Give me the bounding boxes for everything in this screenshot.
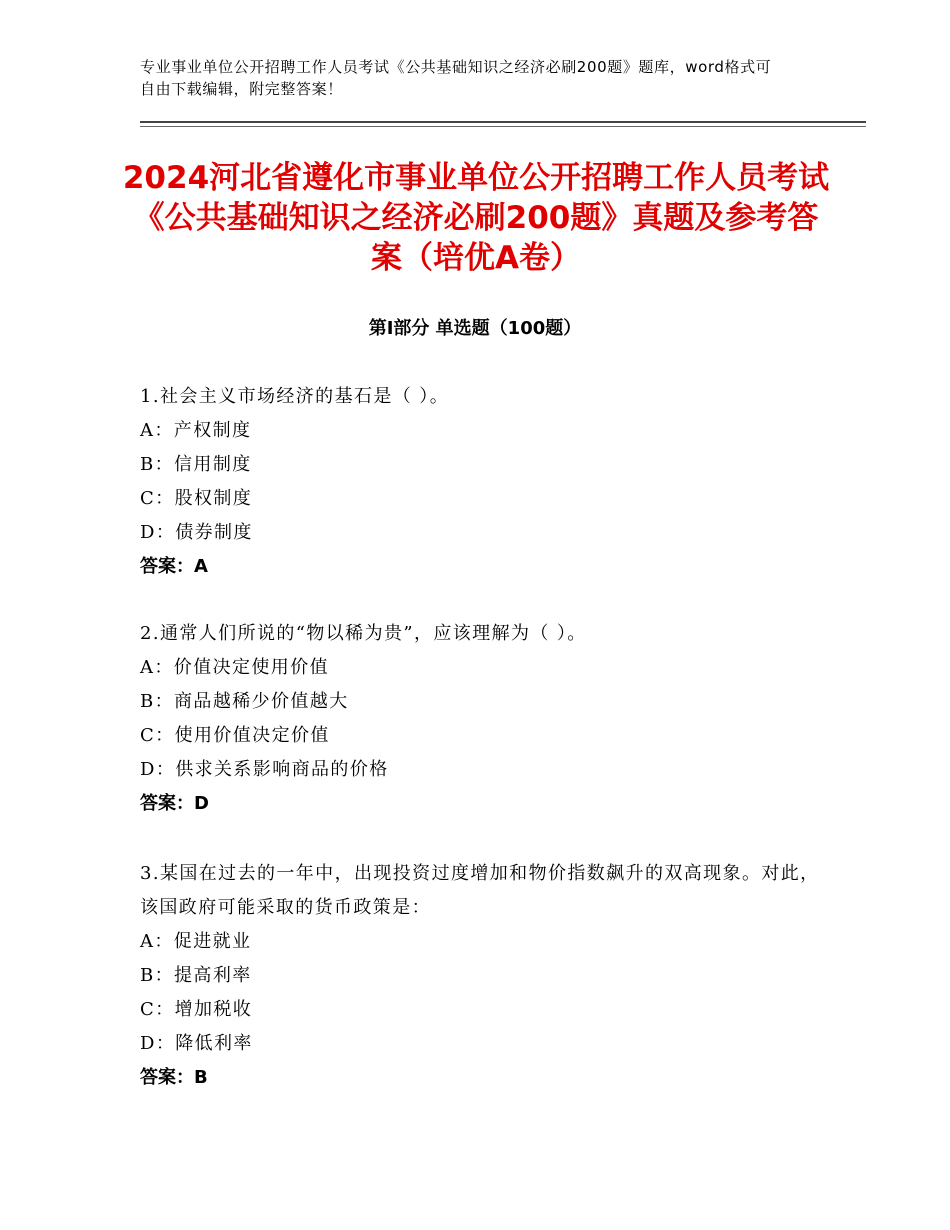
document-title: 2024河北省遵化市事业单位公开招聘工作人员考试《公共基础知识之经济必刷200题》真题及参考答案（培优A卷） bbox=[122, 160, 830, 276]
option-d: D：降低利率 bbox=[140, 1033, 253, 1054]
section-title: 第Ⅰ部分 单选题（100题） bbox=[368, 318, 582, 339]
question-stem: 2.通常人们所说的“物以稀为贵”，应该理解为（ ）。 bbox=[140, 623, 587, 644]
answer: 答案：A bbox=[140, 556, 208, 577]
option-b: B：商品越稀少价值越大 bbox=[140, 691, 349, 712]
question-stem: 3.某国在过去的一年中，出现投资过度增加和物价指数飙升的双高现象。对此，该国政府可能采取的货币政策是： bbox=[140, 863, 820, 918]
header-divider-thick bbox=[140, 121, 866, 123]
question-1 bbox=[140, 380, 820, 584]
option-c: C：增加税收 bbox=[140, 999, 253, 1020]
question-2 bbox=[140, 617, 820, 821]
answer: 答案：B bbox=[140, 1067, 208, 1088]
header-note: 专业事业单位公开招聘工作人员考试《公共基础知识之经济必刷200题》题库，word格式可自由下载编辑，附完整答案！ bbox=[140, 58, 772, 98]
option-a: A：价值决定使用价值 bbox=[140, 657, 329, 678]
option-d: D：供求关系影响商品的价格 bbox=[140, 759, 389, 780]
option-c: C：使用价值决定价值 bbox=[140, 725, 330, 746]
option-d: D：债券制度 bbox=[140, 522, 253, 543]
question-3 bbox=[140, 857, 820, 1095]
option-a: A：促进就业 bbox=[140, 931, 252, 952]
answer: 答案：D bbox=[140, 793, 209, 814]
question-stem: 1.社会主义市场经济的基石是（ ）。 bbox=[140, 386, 450, 407]
header-divider-thin bbox=[140, 126, 866, 127]
option-b: B：提高利率 bbox=[140, 965, 252, 986]
option-c: C：股权制度 bbox=[140, 488, 253, 509]
option-a: A：产权制度 bbox=[140, 420, 252, 441]
option-b: B：信用制度 bbox=[140, 454, 252, 475]
